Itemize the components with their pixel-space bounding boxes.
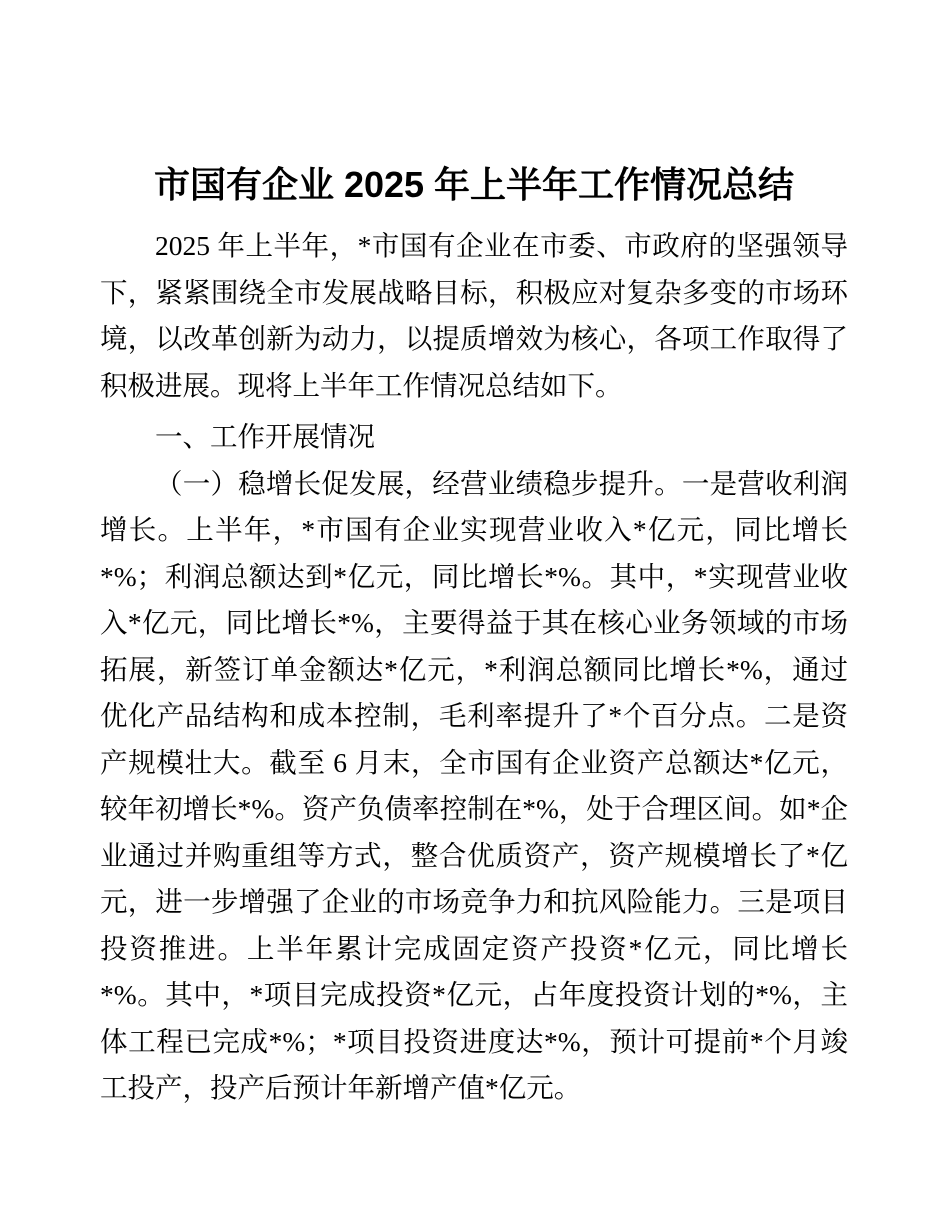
section-heading: 一、工作开展情况 (155, 421, 375, 452)
document-body (100, 223, 848, 1112)
body-paragraph: 2025 年上半年，*市国有企业在市委、市政府的坚强领导下，紧紧围绕全市发展战略目标，积极应对复杂多变的市场环境，以改革创新为动力，以提质增效为核心，各项工作取得了积极进展。现将上半年工作情况总结如下。 (100, 230, 848, 401)
document-content (100, 162, 848, 1112)
body-paragraph: （一）稳增长促发展，经营业绩稳步提升。一是营收利润增长。上半年，*市国有企业实现营业收入*亿元，同比增长*%；利润总额达到*亿元，同比增长*%。其中，*实现营业收入*亿元，同比增长*%，主要得益于其在核心业务领域的市场拓展，新签订单金额达*亿元，*利润总额同比增长*%，通过优化产品结构和成本控制，毛利率提升了*个百分点。二是资产规模壮大。截至 6 月末，全市国有企业资产总额达*亿元，较年初增长*%。资产负债率控制在*%，处于合理区间。如*企业通过并购重组等方式，整合优质资产，资产规模增长了*亿元，进一步增强了企业的市场竞争力和抗风险能力。三是项目投资推进。上半年累计完成固定资产投资*亿元，同比增长*%。其中，*项目完成投资*亿元，占年度投资计划的*%，主体工程已完成*%；*项目投资进度达*%，预计可提前*个月竣工投产，投产后预计年新增产值*亿元。 (100, 467, 848, 1103)
document-title: 市国有企业 2025 年上半年工作情况总结 (153, 164, 795, 205)
